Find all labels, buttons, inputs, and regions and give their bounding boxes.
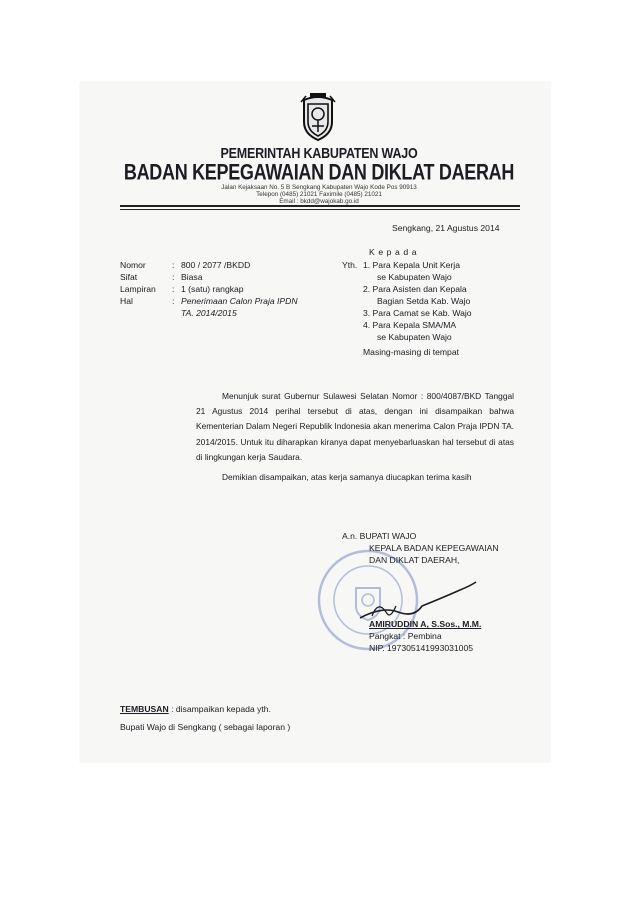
tembusan-item: Bupati Wajo di Sengkang ( sebagai laporan ) (120, 722, 291, 732)
hal-label: Hal (120, 296, 133, 306)
header-address: Jalan Kejaksaan No. 5 B Sengkang Kabupaten Wajo Kode Pos 90913 (221, 184, 417, 191)
sifat-colon: : (172, 272, 175, 282)
header-email: Email : bkdd@wajokab.go.id (279, 198, 359, 205)
yth-label: Yth. (342, 260, 358, 270)
recipient-line: 4. Para Kepala SMA/MA (363, 320, 457, 330)
recipient-line: se Kabupaten Wajo (377, 332, 452, 342)
tembusan-line (120, 704, 271, 715)
signatory-rank: Pangkat : Pembina (369, 631, 442, 641)
header-rule-thin (120, 209, 520, 210)
header-rule (120, 205, 520, 207)
header-agency: BADAN KEPEGAWAIAN DAN DIKLAT DAERAH (123, 159, 515, 185)
place-date: Sengkang, 21 Agustus 2014 (392, 223, 500, 233)
tembusan-text: : disampaikan kepada yth. (168, 704, 271, 714)
signature-title-2: DAN DIKLAT DAERAH, (369, 555, 460, 565)
kepada-heading: K e p a d a (369, 247, 418, 257)
regency-emblem-icon (298, 92, 338, 142)
header-government: PEMERINTAH KABUPATEN WAJO (220, 144, 418, 162)
hal-value-year: TA. 2014/2015 (181, 308, 237, 318)
nomor-label: Nomor (120, 260, 146, 270)
sifat-value: Biasa (181, 272, 203, 282)
lampiran-colon: : (172, 284, 175, 294)
tembusan-label: TEMBUSAN (120, 704, 169, 714)
signature-on-behalf: A.n. BUPATI WAJO (342, 531, 417, 541)
recipient-line: 2. Para Asisten dan Kepala (363, 284, 467, 294)
header-phone: Telepon (0485) 21021 Faximile (0485) 21021 (256, 191, 382, 198)
signature-title: KEPALA BADAN KEPEGAWAIAN (369, 543, 499, 553)
recipient-line: se Kabupaten Wajo (377, 272, 452, 282)
recipient-line: Bagian Setda Kab. Wajo (377, 296, 471, 306)
lampiran-value: 1 (satu) rangkap (181, 284, 244, 294)
nomor-value: 800 / 2077 /BKDD (181, 260, 251, 270)
hal-value: Penerimaan Calon Praja IPDN (181, 296, 298, 306)
lampiran-label: Lampiran (120, 284, 156, 294)
signatory-nip: NIP. 197305141993031005 (369, 643, 474, 653)
recipient-closing: Masing-masing di tempat (363, 347, 460, 357)
body-paragraph: Menunjuk surat Gubernur Sulawesi Selatan Nomor : 800/4087/BKD Tanggal 21 Agustus 2014 perihal tersebut di atas, dengan ini disampaikan bahwa Kementerian Dalam Negeri Republik Indonesia akan menerima Calon Praja IPDN TA. 2014/2015. Untuk itu diharapkan kiranya dapat menyebarluaskan hal tersebut di atas di lingkungan kerja Saudara. (196, 391, 514, 462)
nomor-colon: : (172, 260, 175, 270)
closing-sentence: Demikian disampaikan, atas kerja samanya diucapkan terima kasih (222, 472, 472, 482)
signatory-name: AMIRUDDIN A, S.Sos., M.M. (369, 619, 482, 629)
hal-colon: : (172, 296, 175, 306)
sifat-label: Sifat (120, 272, 138, 282)
recipient-line: 3. Para Camat se Kab. Wajo (363, 308, 472, 318)
recipient-line: 1. Para Kepala Unit Kerja (363, 260, 460, 270)
